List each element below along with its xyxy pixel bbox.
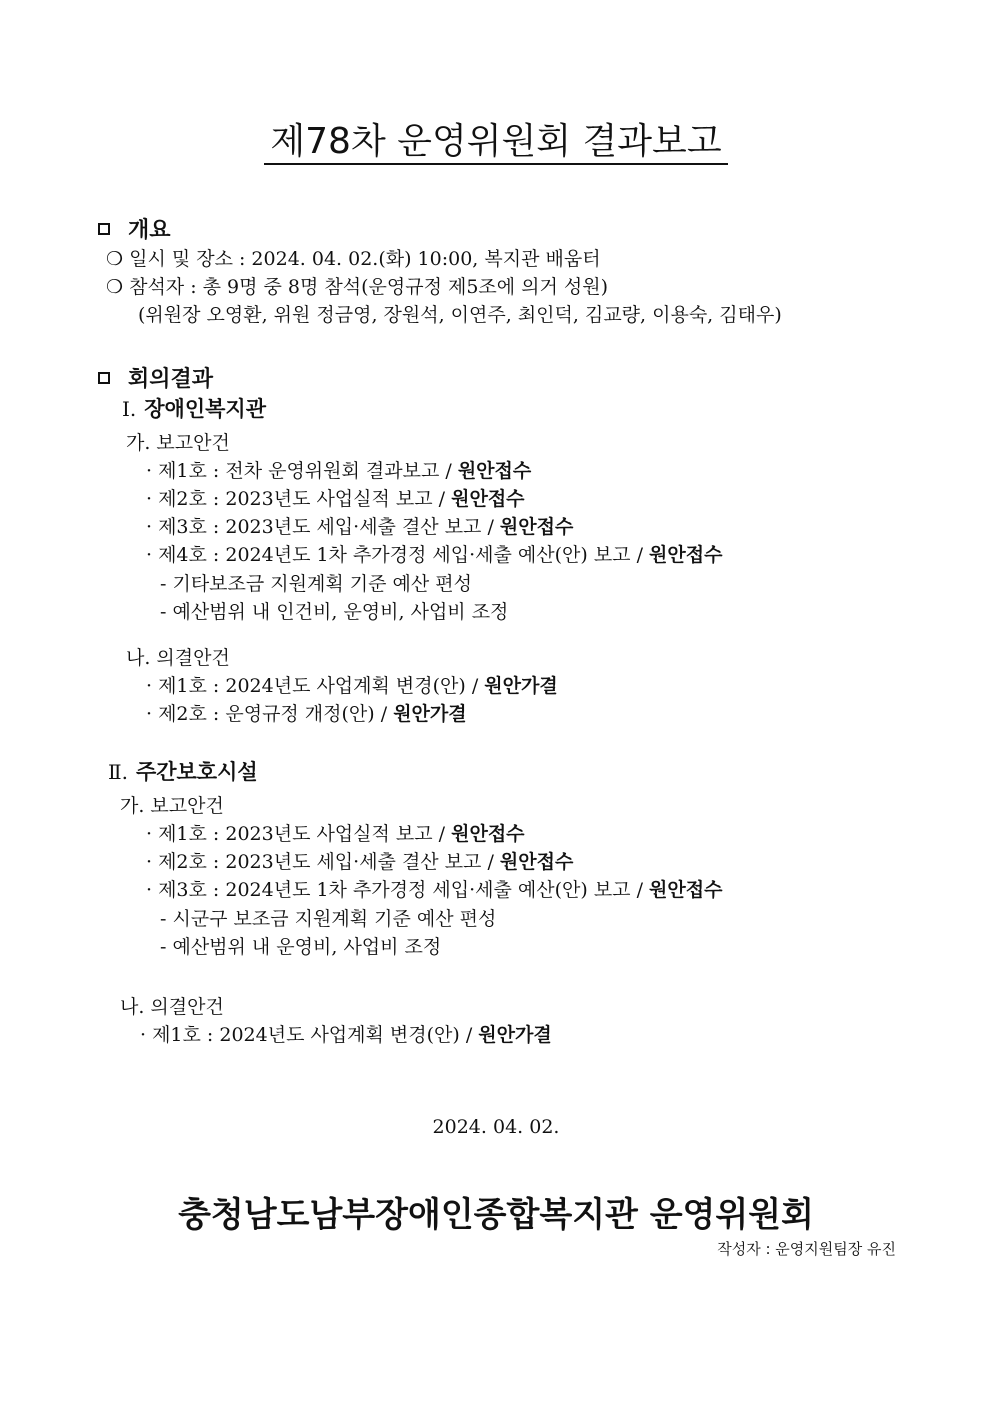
circle-bullet-icon: ❍ [106,276,124,298]
part1-report-note: - 기타보조금 지원계획 기준 예산 편성 [160,573,472,595]
part1-heading: Ⅰ. 장애인복지관 [122,397,266,421]
part2-report-item: · 제1호 : 2023년도 사업실적 보고 / 원안접수 [146,823,525,845]
part1-report-note: - 예산범위 내 인건비, 운영비, 사업비 조정 [160,601,509,623]
part2-report-item: · 제3호 : 2024년도 1차 추가경정 세입·세출 예산(안) 보고 / 원안접수 [146,879,723,901]
part1-report-item: · 제2호 : 2023년도 사업실적 보고 / 원안접수 [146,488,525,510]
part2-report-note: - 시군구 보조금 지원계획 기준 예산 편성 [160,908,497,930]
circle-bullet-icon: ❍ [106,248,124,270]
part2-resolution-heading: 나. 의결안건 [120,996,224,1018]
results-heading: 회의결과 [98,362,213,393]
author-line: 작성자 : 운영지원팀장 유진 [717,1240,896,1258]
part1-report-item: · 제4호 : 2024년도 1차 추가경정 세입·세출 예산(안) 보고 / 원안접수 [146,544,723,566]
overview-members: (위원장 오영환, 위원 정금영, 장원석, 이연주, 최인덕, 김교량, 이용숙, 김태우) [138,304,782,326]
document-title: 제78차 운영위원회 결과보고 [0,113,992,164]
part2-report-item: · 제2호 : 2023년도 세입·세출 결산 보고 / 원안접수 [146,851,574,873]
part1-report-item: · 제1호 : 전차 운영위원회 결과보고 / 원안접수 [146,460,532,482]
part1-resolution-heading: 나. 의결안건 [126,647,230,669]
part2-report-note: - 예산범위 내 운영비, 사업비 조정 [160,936,442,958]
overview-date-place: ❍ 일시 및 장소 : 2024. 04. 02.(화) 10:00, 복지관 배움터 [106,248,601,270]
organization-name: 충청남도남부장애인종합복지관 운영위원회 [178,1195,814,1235]
part1-resolution-item: · 제1호 : 2024년도 사업계획 변경(안) / 원안가결 [146,675,558,697]
part2-report-heading: 가. 보고안건 [120,795,224,817]
part1-report-item: · 제3호 : 2023년도 세입·세출 결산 보고 / 원안접수 [146,516,574,538]
overview-heading: 개요 [98,213,171,244]
checkbox-square-icon [98,223,110,235]
part1-report-heading: 가. 보고안건 [126,432,230,454]
overview-attendees: ❍ 참석자 : 총 9명 중 8명 참석(운영규정 제5조에 의거 성원) [106,276,609,298]
part2-resolution-item: · 제1호 : 2024년도 사업계획 변경(안) / 원안가결 [140,1024,552,1046]
part1-resolution-item: · 제2호 : 운영규정 개정(안) / 원안가결 [146,703,467,725]
document-date: 2024. 04. 02. [432,1116,560,1138]
part2-heading: Ⅱ. 주간보호시설 [108,760,258,784]
checkbox-square-icon [98,372,110,384]
